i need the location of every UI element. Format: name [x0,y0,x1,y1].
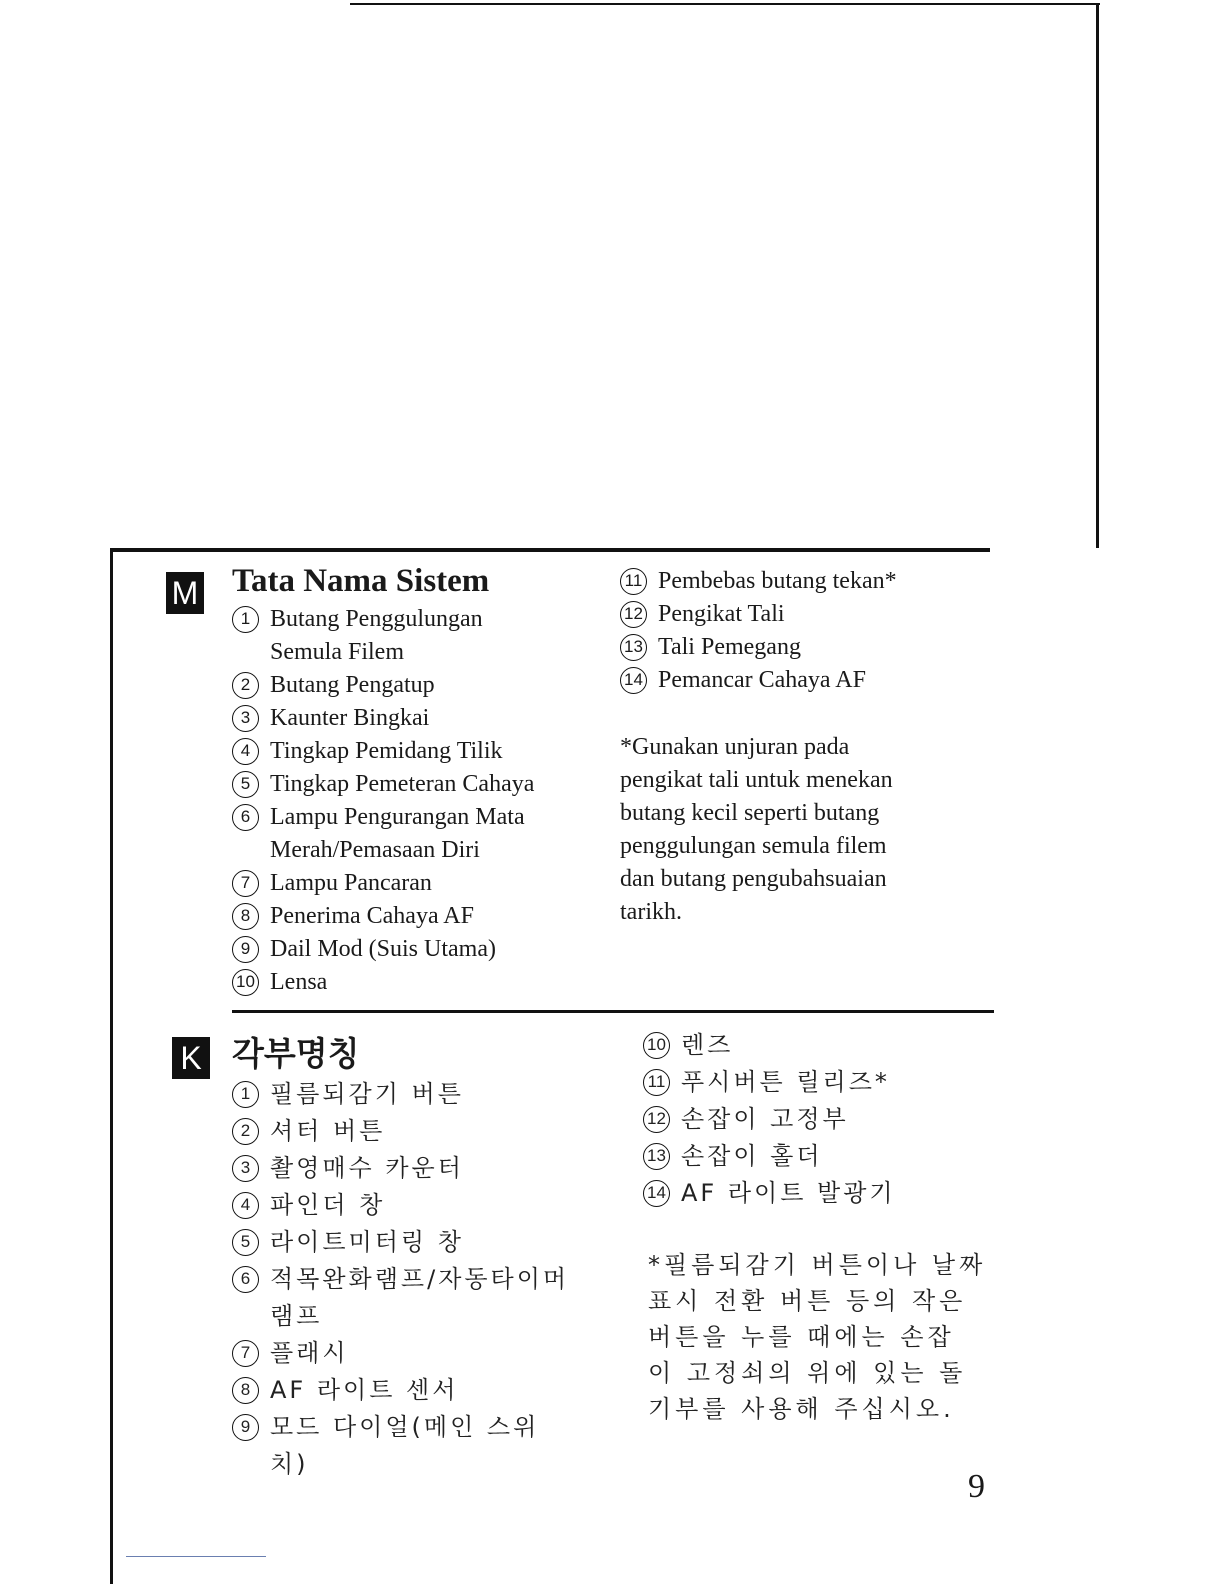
part-item [620,598,980,631]
part-item [643,1101,983,1138]
part-item [232,801,592,867]
item-number: 14 [643,1180,670,1207]
item-number: 11 [643,1069,670,1096]
part-item [232,1150,612,1187]
part-item [620,664,980,697]
item-number: 3 [232,705,259,732]
item-number: 7 [232,870,259,897]
item-label: Butang Penggulungan Semula Filem [270,606,483,665]
item-label: Dail Mod (Suis Utama) [270,936,496,962]
item-label: 필름되감기 버튼 [270,1080,464,1108]
part-item [232,1187,612,1224]
korean-language-badge: K [172,1037,210,1079]
item-number: 12 [643,1106,670,1133]
item-label: Tali Pemegang [658,634,801,660]
item-label: Tingkap Pemidang Tilik [270,738,503,764]
part-item [232,1113,612,1150]
part-item [232,900,592,933]
item-label: Lampu Pancaran [270,870,432,896]
item-label: Butang Pengatup [270,672,435,698]
item-label: Pembebas butang tekan* [658,568,897,594]
bottom-mark [126,1556,266,1557]
item-label: AF 라이트 발광기 [681,1179,896,1207]
top-border [350,3,1100,5]
item-number: 9 [232,1414,259,1441]
item-number: 6 [232,804,259,831]
item-label: Penerima Cahaya AF [270,903,474,929]
left-border [110,548,113,1584]
malay-parts-list-right [620,565,980,697]
malay-section-title: Tata Nama Sistem [232,563,490,599]
item-label: 렌즈 [681,1031,734,1059]
part-item [232,933,592,966]
item-label: Tingkap Pemeteran Cahaya [270,771,535,797]
item-number: 13 [620,634,647,661]
item-number: 14 [620,667,647,694]
item-number: 4 [232,738,259,765]
item-label: Lensa [270,969,328,995]
item-number: 5 [232,1229,259,1256]
item-label: 모드 다이얼(메인 스위 치) [270,1413,540,1478]
item-label: 촬영매수 카운터 [270,1154,464,1182]
part-item [232,702,592,735]
item-number: 11 [620,568,647,595]
item-label: AF 라이트 센서 [270,1376,459,1404]
korean-footnote: *필름되감기 버튼이나 날짜 표시 전환 버튼 등의 작은 버튼을 누를 때에는 손잡 이 고정쇠의 위에 있는 돌 기부를 사용해 주십시오. [648,1251,987,1423]
part-item [232,669,592,702]
item-number: 13 [643,1143,670,1170]
item-number: 6 [232,1266,259,1293]
malay-parts-list-left [232,603,592,999]
item-label: 적목완화램프/자동타이머 램프 [270,1265,570,1330]
malay-footnote: *Gunakan unjuran pada pengikat tali untuk menekan butang kecil seperti butang penggulungan semula filem dan butang pengubahsuaian tarikh. [620,734,893,925]
part-item [643,1138,983,1175]
part-item [232,966,592,999]
item-number: 8 [232,1377,259,1404]
item-number: 10 [232,969,259,996]
item-label: 플래시 [270,1339,349,1367]
item-number: 8 [232,903,259,930]
part-item [232,1224,612,1261]
item-number: 3 [232,1155,259,1182]
item-number: 2 [232,672,259,699]
item-number: 1 [232,606,259,633]
page-number: 9 [968,1468,985,1505]
part-item [643,1064,983,1101]
item-label: 손잡이 고정부 [681,1105,849,1133]
part-item [643,1175,983,1212]
item-number: 1 [232,1081,259,1108]
part-item [232,867,592,900]
malay-language-badge: M [166,572,204,614]
section-divider-top [110,548,990,552]
part-item [232,1261,612,1335]
item-label: 셔터 버튼 [270,1117,386,1145]
part-item [232,1335,612,1372]
part-item [620,631,980,664]
item-label: Kaunter Bingkai [270,705,430,731]
item-number: 4 [232,1192,259,1219]
item-number: 9 [232,936,259,963]
item-number: 2 [232,1118,259,1145]
part-item [232,603,592,669]
part-item [232,735,592,768]
part-item [232,1372,612,1409]
item-label: 파인더 창 [270,1191,386,1219]
item-label: Pemancar Cahaya AF [658,667,866,693]
section-divider-middle [232,1010,994,1013]
right-border [1096,3,1099,548]
item-label: 라이트미터링 창 [270,1228,464,1256]
item-number: 5 [232,771,259,798]
item-number: 12 [620,601,647,628]
korean-parts-list-right [643,1027,983,1212]
korean-section-title: 각부명칭 [232,1034,360,1073]
item-label: 푸시버튼 릴리즈* [681,1068,890,1096]
item-label: Pengikat Tali [658,601,785,627]
item-number: 7 [232,1340,259,1367]
korean-parts-list-left [232,1076,612,1483]
part-item [232,1409,612,1483]
item-number: 10 [643,1032,670,1059]
part-item [232,768,592,801]
part-item [232,1076,612,1113]
part-item [620,565,980,598]
item-label: 손잡이 홀더 [681,1142,823,1170]
item-label: Lampu Pengurangan Mata Merah/Pemasaan Diri [270,804,525,863]
part-item [643,1027,983,1064]
